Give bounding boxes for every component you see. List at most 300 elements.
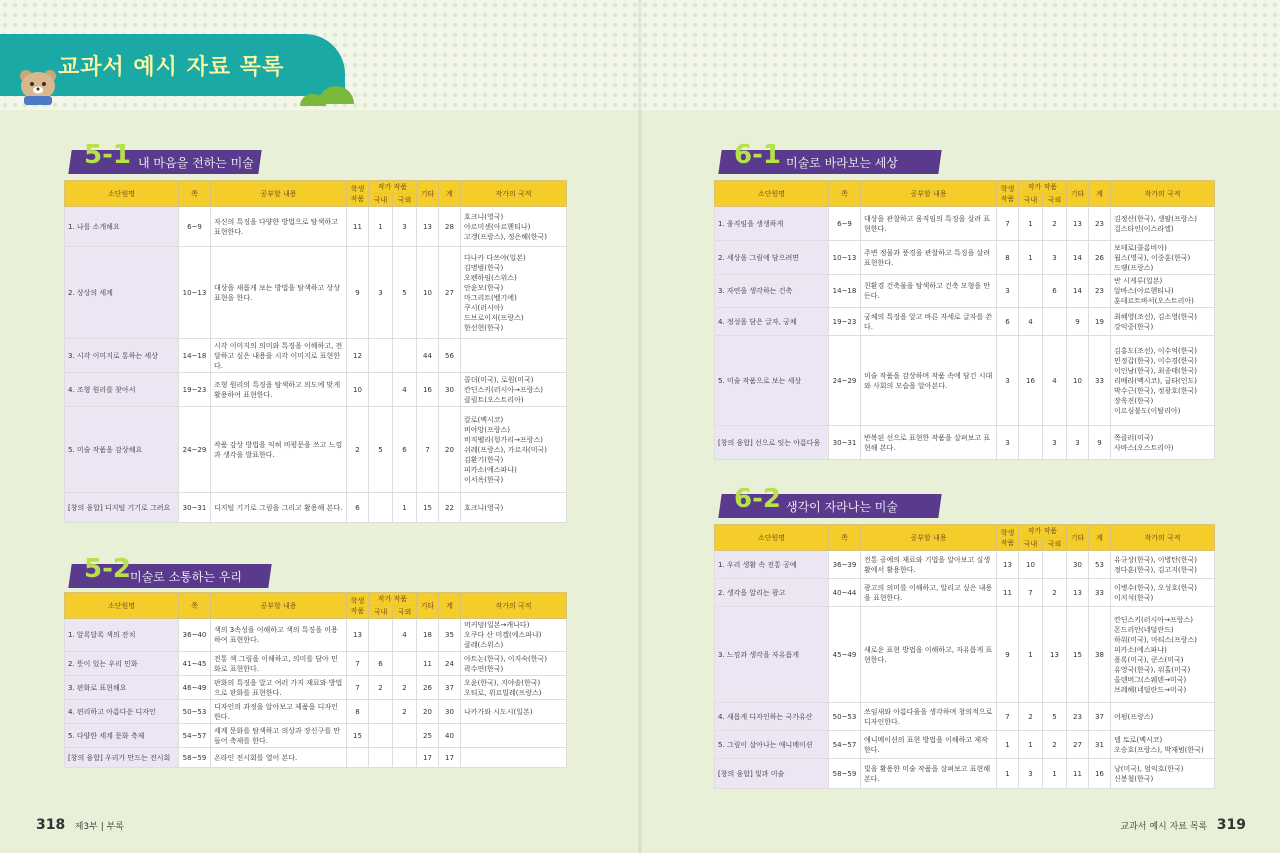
count-cell: 8 [347,700,369,724]
table-row [65,652,567,676]
header-cell: 기타 [417,181,439,207]
study-content: 쓰임새와 아름다움을 생각하며 창의적으로 디자인한다. [861,703,997,731]
header-cell: 국외 [1043,194,1067,207]
table-row [65,676,567,700]
unit-name: 1. 우리 생활 속 전통 공예 [715,551,829,579]
count-cell: 13 [997,551,1019,579]
section-header-6-2 [720,484,940,520]
count-cell: 9 [1089,426,1111,460]
header-cell: 소단원명 [65,593,179,619]
count-cell: 11 [997,579,1019,607]
count-cell [393,652,417,676]
count-cell: 1 [393,493,417,523]
study-content: 주변 정물과 풍경을 관찰하고 특징을 살려 표현한다. [861,241,997,275]
count-cell: 13 [347,619,369,652]
page-range: 10~13 [179,247,211,339]
header-cell: 학생 작품 [347,181,369,207]
table-row [65,247,567,339]
table-row [715,207,1215,241]
section-header-5-2 [70,554,270,590]
page-fold [638,0,642,853]
unit-name: 3. 자연을 생각하는 건축 [715,275,829,308]
count-cell: 7 [997,207,1019,241]
study-content: 전통 공예의 재료와 기법을 알아보고 실생활에서 활용한다. [861,551,997,579]
count-cell [1043,551,1067,579]
study-content: 애니메이션의 표현 방법을 이해하고 제작한다. [861,731,997,759]
count-cell: 28 [439,207,461,247]
count-cell: 22 [439,493,461,523]
page-range: 24~29 [179,407,211,493]
count-cell: 16 [417,373,439,407]
table-row [65,748,567,768]
study-content: 대상을 관찰하고 움직임의 특징을 살려 표현한다. [861,207,997,241]
page-range: 50~53 [179,700,211,724]
table-row [65,207,567,247]
count-cell: 25 [417,724,439,748]
count-cell: 44 [417,339,439,373]
unit-name: 5. 미술 작품으로 보는 세상 [715,336,829,426]
table-row [715,579,1215,607]
study-content: 빛을 활용한 미술 작품을 살펴보고 표현해 본다. [861,759,997,789]
header-cell: 국내 [369,194,393,207]
artist-nationality: 낭(미국), 엄익호(한국) 신봉철(한국) [1111,759,1215,789]
count-cell: 6 [997,308,1019,336]
table-6-2 [714,524,1215,789]
table-row [715,308,1215,336]
header-cell: 학생 작품 [347,593,369,619]
page-range: 36~39 [829,551,861,579]
header-cell: 학생 작품 [997,525,1019,551]
page-range: 19~23 [179,373,211,407]
section-title: 미술로 소통하는 우리 [130,570,242,584]
table-row [65,700,567,724]
footer-left [36,817,124,833]
count-cell [369,724,393,748]
header-cell: 국내 [369,606,393,619]
count-cell: 18 [417,619,439,652]
header-cell: 작가의 국적 [1111,525,1215,551]
count-cell: 16 [1019,336,1043,426]
artist-nationality: 호크니(영국) 아르미센(아르헨티나) 고갱(프랑스), 정은혜(한국) [461,207,567,247]
page-range: 46~49 [179,676,211,700]
count-cell: 2 [1043,207,1067,241]
count-cell [369,700,393,724]
count-cell: 4 [1043,336,1067,426]
count-cell: 2 [1043,579,1067,607]
artist-nationality: 반 시게루(일본) 알바스(아르헨티나) 훈데르트바서(오스트리아) [1111,275,1215,308]
header-cell: 계 [1089,181,1111,207]
header-cell: 기타 [1067,181,1089,207]
count-cell: 14 [1067,275,1089,308]
count-cell: 17 [439,748,461,768]
count-cell: 26 [1089,241,1111,275]
count-cell: 5 [1043,703,1067,731]
unit-name: 3. 시각 이미지로 통하는 세상 [65,339,179,373]
count-cell: 3 [393,207,417,247]
artist-nationality: 오윤(한국), 지야솔(한국) 오티로, 위르빌레(프랑스) [461,676,567,700]
artist-nationality: 유규상(한국), 이병탄(한국) 정다훈(한국), 김고지(한국) [1111,551,1215,579]
unit-name: 2. 생각을 알리는 광고 [715,579,829,607]
section-title: 내 마음을 전하는 미술 [138,156,254,170]
count-cell: 9 [347,247,369,339]
count-cell: 12 [347,339,369,373]
study-content: 전통 색 그림을 이해하고, 의미를 담아 민화로 표현한다. [211,652,347,676]
count-cell: 23 [1089,207,1111,241]
count-cell: 10 [1019,551,1043,579]
count-cell [369,373,393,407]
page-range: 6~9 [829,207,861,241]
page-range: 14~18 [829,275,861,308]
count-cell: 53 [1089,551,1111,579]
unit-name: [창의 융합] 디지털 기기로 그려요 [65,493,179,523]
page-range: 36~40 [179,619,211,652]
unit-name: [창의 융합] 선으로 잇는 아름다움 [715,426,829,460]
table-row [715,731,1215,759]
page-range: 30~31 [179,493,211,523]
artist-nationality [461,339,567,373]
artist-nationality: 김정산(한국), 생팔(프랑스) 걸스타인(이스라엘) [1111,207,1215,241]
count-cell: 1 [997,759,1019,789]
table-6-1 [714,180,1215,460]
artist-nationality: 김홍도(조선), 이수억(한국) 민정갑(한국), 이수경(한국) 이인남(한국), 최종태(한국) 리베라(멕시코), 굽타(인도) 박수근(한국), 정광호(한국) 장욱진(한국) 이르심불도(이탈리아) [1111,336,1215,426]
artist-nationality: 아트논(한국), 이지숙(한국) 곽수연(한국) [461,652,567,676]
count-cell: 9 [997,607,1019,703]
page-range: 24~29 [829,336,861,426]
count-cell: 1 [369,207,393,247]
page-range: 41~45 [179,652,211,676]
table-row [65,373,567,407]
section-number: 6-1 [734,140,781,170]
page-range: 58~59 [829,759,861,789]
table-5-2 [64,592,567,768]
count-cell: 3 [997,336,1019,426]
count-cell: 33 [1089,336,1111,426]
count-cell: 27 [439,247,461,339]
count-cell: 38 [1089,607,1111,703]
count-cell: 31 [1089,731,1111,759]
count-cell [393,339,417,373]
count-cell: 6 [347,493,369,523]
count-cell: 27 [1067,731,1089,759]
header-cell: 학생 작품 [997,181,1019,207]
header-cell: 작가의 국적 [1111,181,1215,207]
count-cell: 2 [393,676,417,700]
count-cell: 30 [439,373,461,407]
study-content: 미술 작품을 감상하며 작품 속에 담긴 시대와 사회의 모습을 알아본다. [861,336,997,426]
count-cell: 13 [1067,207,1089,241]
page-range: 14~18 [179,339,211,373]
count-cell: 1 [1019,207,1043,241]
table-row [65,724,567,748]
count-cell: 19 [1089,308,1111,336]
count-cell [393,748,417,768]
section-title: 미술로 바라보는 세상 [786,156,898,170]
header-cell: 쪽 [829,181,861,207]
header-cell: 공부할 내용 [861,181,997,207]
count-cell: 30 [1067,551,1089,579]
bear-mascot-icon [16,66,60,106]
count-cell: 3 [1043,241,1067,275]
count-cell: 3 [1067,426,1089,460]
count-cell: 26 [417,676,439,700]
unit-name: 4. 편리하고 아름다운 디자인 [65,700,179,724]
unit-name: 1. 알록달록 색의 잔치 [65,619,179,652]
study-content: 디자인의 과정을 알아보고 제품을 디자인한다. [211,700,347,724]
study-content: 친환경 건축물을 탐색하고 건축 모형을 만든다. [861,275,997,308]
page-range: 10~13 [829,241,861,275]
study-content: 판화의 특징을 알고 여러 가지 재료와 방법으로 판화를 표현한다. [211,676,347,700]
count-cell [347,748,369,768]
count-cell: 3 [997,275,1019,308]
page-range: 40~44 [829,579,861,607]
artist-nationality [461,748,567,768]
count-cell: 11 [417,652,439,676]
table-row [65,407,567,493]
page-number-left: 318 [36,817,66,833]
table-row [65,493,567,523]
count-cell [393,724,417,748]
count-cell: 10 [417,247,439,339]
table-row [715,551,1215,579]
count-cell: 2 [393,700,417,724]
page-range: 54~57 [829,731,861,759]
header-cell: 계 [439,593,461,619]
count-cell: 13 [1043,607,1067,703]
count-cell: 24 [439,652,461,676]
count-cell [369,619,393,652]
count-cell: 11 [1067,759,1089,789]
artist-nationality: 어펑(프랑스) [1111,703,1215,731]
count-cell: 23 [1089,275,1111,308]
count-cell: 4 [393,373,417,407]
unit-name: [창의 융합] 빛과 미술 [715,759,829,789]
study-content: 광고의 의미를 이해하고, 알리고 싶은 내용을 표현한다. [861,579,997,607]
study-content: 조형 원리의 특징을 탐색하고 의도에 맞게 활용하여 표현한다. [211,373,347,407]
header-cell: 계 [439,181,461,207]
count-cell [369,339,393,373]
header-cell: 작가의 국적 [461,181,567,207]
count-cell: 6 [369,652,393,676]
unit-name: 3. 판화로 표현해요 [65,676,179,700]
section-number: 5-1 [84,140,131,170]
page-range: 19~23 [829,308,861,336]
header-cell: 공부할 내용 [211,181,347,207]
section-number: 5-2 [84,554,131,584]
footer-left-text: 제3부 | 부록 [74,822,124,832]
study-content: 시각 이미지의 의미와 특징을 이해하고, 전달하고 싶은 내용을 시각 이미지로 표현한다. [211,339,347,373]
page-range: 58~59 [179,748,211,768]
unit-name: 3. 느낌과 생각을 자유롭게 [715,607,829,703]
count-cell: 15 [417,493,439,523]
count-cell: 40 [439,724,461,748]
count-cell: 1 [1019,241,1043,275]
count-cell [1019,426,1043,460]
count-cell: 8 [997,241,1019,275]
study-content: 대상을 새롭게 보는 방법을 탐색하고 상상 표현을 한다. [211,247,347,339]
page-range: 6~9 [179,207,211,247]
header-cell: 작가 작품 [1019,181,1067,194]
artist-nationality: 콜더(미국), 로원(미국) 칸딘스키(러시아→프랑스) 클림트(오스트리아) [461,373,567,407]
table-row [715,759,1215,789]
study-content: 작품 감상 방법을 익혀 비평문을 쓰고 느낌과 생각을 발표한다. [211,407,347,493]
table-row [715,336,1215,426]
count-cell: 13 [417,207,439,247]
count-cell: 37 [1089,703,1111,731]
page-number-right: 319 [1216,817,1246,833]
count-cell: 35 [439,619,461,652]
header-cell: 국내 [1019,194,1043,207]
table-row [715,703,1215,731]
header-cell: 계 [1089,525,1111,551]
section-header-6-1 [720,140,940,176]
header-cell: 소단원명 [715,181,829,207]
header-cell: 국외 [393,606,417,619]
count-cell: 1 [997,731,1019,759]
artist-nationality: 다나카 다쓰야(일본) 김명범(한국) 오펜하임(스위스) 안윤모(한국) 마그리트(벨기에) 쿠시(러시아) 드브로이저(프랑스) 한선현(한국) [461,247,567,339]
count-cell: 1 [1043,759,1067,789]
section-header-5-1 [70,140,260,176]
count-cell: 6 [393,407,417,493]
count-cell: 5 [393,247,417,339]
artist-nationality: 호크니(영국) [461,493,567,523]
table-5-1 [64,180,567,523]
page-range: 50~53 [829,703,861,731]
table-row [715,275,1215,308]
count-cell: 10 [1067,336,1089,426]
count-cell: 2 [347,407,369,493]
header-cell: 작가의 국적 [461,593,567,619]
count-cell: 10 [347,373,369,407]
table-row [65,339,567,373]
page-range: 30~31 [829,426,861,460]
count-cell: 16 [1089,759,1111,789]
unit-name: 5. 그림이 살아나는 애니메이션 [715,731,829,759]
count-cell: 7 [347,676,369,700]
page-range: 54~57 [179,724,211,748]
count-cell: 2 [369,676,393,700]
header-cell: 작가 작품 [369,181,417,194]
header-cell: 소단원명 [65,181,179,207]
count-cell: 3 [369,247,393,339]
count-cell: 7 [997,703,1019,731]
header-cell: 쪽 [179,593,211,619]
count-cell: 15 [347,724,369,748]
section-number: 6-2 [734,484,781,514]
header-cell: 쪽 [179,181,211,207]
artist-nationality: 칸딘스키(러시아→프랑스) 몬드리안(네덜란드) 하워(미국), 마티스(프랑스) 피카소(에스파냐) 폴록(미국), 쿤스(미국) 유영국(한국), 워홀(미국) 올덴버그(스웨덴→미국) 브레헤(네덜란드→미국) [1111,607,1215,703]
header-cell: 기타 [417,593,439,619]
count-cell: 33 [1089,579,1111,607]
count-cell: 7 [347,652,369,676]
study-content: 궁체의 특징을 알고 바른 자세로 글자를 쓴다. [861,308,997,336]
artist-nationality: 칼로(멕시코) 비야앙(프랑스) 비직펠리(헝가리→프랑스) 쉬레(프랑스), 가르자(미국) 김환기(한국) 피카소(에스파냐) 이서옥(한국) [461,407,567,493]
unit-name: 4. 새롭게 디자인하는 국가유산 [715,703,829,731]
count-cell: 7 [1019,579,1043,607]
count-cell: 3 [1019,759,1043,789]
table-row [65,619,567,652]
count-cell: 6 [1043,275,1067,308]
count-cell: 20 [439,407,461,493]
count-cell [369,748,393,768]
unit-name: 2. 뜻이 있는 우리 민화 [65,652,179,676]
study-content: 온라인 전시회를 열어 본다. [211,748,347,768]
count-cell: 5 [369,407,393,493]
count-cell: 11 [347,207,369,247]
artist-nationality: 쪽클러(미국) 사바스(오스트리아) [1111,426,1215,460]
artist-nationality: 나카가와 시도시(일본) [461,700,567,724]
study-content: 디지털 기기로 그림을 그리고 활용해 본다. [211,493,347,523]
header-cell: 공부할 내용 [211,593,347,619]
count-cell: 14 [1067,241,1089,275]
header-cell: 국외 [1043,538,1067,551]
table-row [715,607,1215,703]
header-cell: 쪽 [829,525,861,551]
header-cell: 소단원명 [715,525,829,551]
count-cell [1043,308,1067,336]
count-cell: 2 [1043,731,1067,759]
count-cell: 56 [439,339,461,373]
count-cell [369,493,393,523]
header-cell: 기타 [1067,525,1089,551]
count-cell: 9 [1067,308,1089,336]
count-cell: 30 [439,700,461,724]
artist-nationality: 델 토로(멕시코) 오승호(프랑스), 박재범(한국) [1111,731,1215,759]
unit-name: [창의 융합] 우리가 만드는 전시회 [65,748,179,768]
study-content: 색의 3속성을 이해하고 색의 특징을 이용하여 표현한다. [211,619,347,652]
artist-nationality: 머커덤(일본→캐나다) 오쿠다 산 미겔(에스파냐) 클레(스위스) [461,619,567,652]
table-row [715,241,1215,275]
header-cell: 국내 [1019,538,1043,551]
study-content: 자신의 특징을 다양한 방법으로 탐색하고 표현한다. [211,207,347,247]
header-cell: 국외 [393,194,417,207]
unit-name: 2. 상상의 세계 [65,247,179,339]
study-content: 새로운 표현 방법을 이해하고, 자유롭게 표현한다. [861,607,997,703]
count-cell: 13 [1067,579,1089,607]
count-cell: 4 [1019,308,1043,336]
page-title: 교과서 예시 자료 목록 [58,55,285,80]
artist-nationality [461,724,567,748]
unit-name: 5. 미술 작품을 감상해요 [65,407,179,493]
header-cell: 작가 작품 [1019,525,1067,538]
count-cell: 20 [417,700,439,724]
table-row [715,426,1215,460]
count-cell: 2 [1019,703,1043,731]
unit-name: 5. 다양한 세계 문화 축제 [65,724,179,748]
footer-right-text: 교과서 예시 자료 목록 [1120,822,1208,832]
unit-name: 1. 움직임을 생생하게 [715,207,829,241]
count-cell: 1 [1019,607,1043,703]
count-cell: 17 [417,748,439,768]
count-cell: 3 [997,426,1019,460]
count-cell: 3 [1043,426,1067,460]
unit-name: 2. 세상을 그림에 담으려면 [715,241,829,275]
study-content: 반복된 선으로 표현한 작품을 살펴보고 표현해 본다. [861,426,997,460]
header-cell: 작가 작품 [369,593,417,606]
artist-nationality: 이병수(한국), 오성호(한국) 이지석(한국) [1111,579,1215,607]
page-range: 45~49 [829,607,861,703]
count-cell: 1 [1019,731,1043,759]
count-cell: 4 [393,619,417,652]
count-cell: 15 [1067,607,1089,703]
count-cell [1019,275,1043,308]
header-cell: 공부할 내용 [861,525,997,551]
count-cell: 23 [1067,703,1089,731]
unit-name: 4. 조형 원리를 찾아서 [65,373,179,407]
footer-right [1120,817,1246,833]
count-cell: 37 [439,676,461,700]
unit-name: 1. 나를 소개해요 [65,207,179,247]
section-title: 생각이 자라나는 미술 [786,500,898,514]
